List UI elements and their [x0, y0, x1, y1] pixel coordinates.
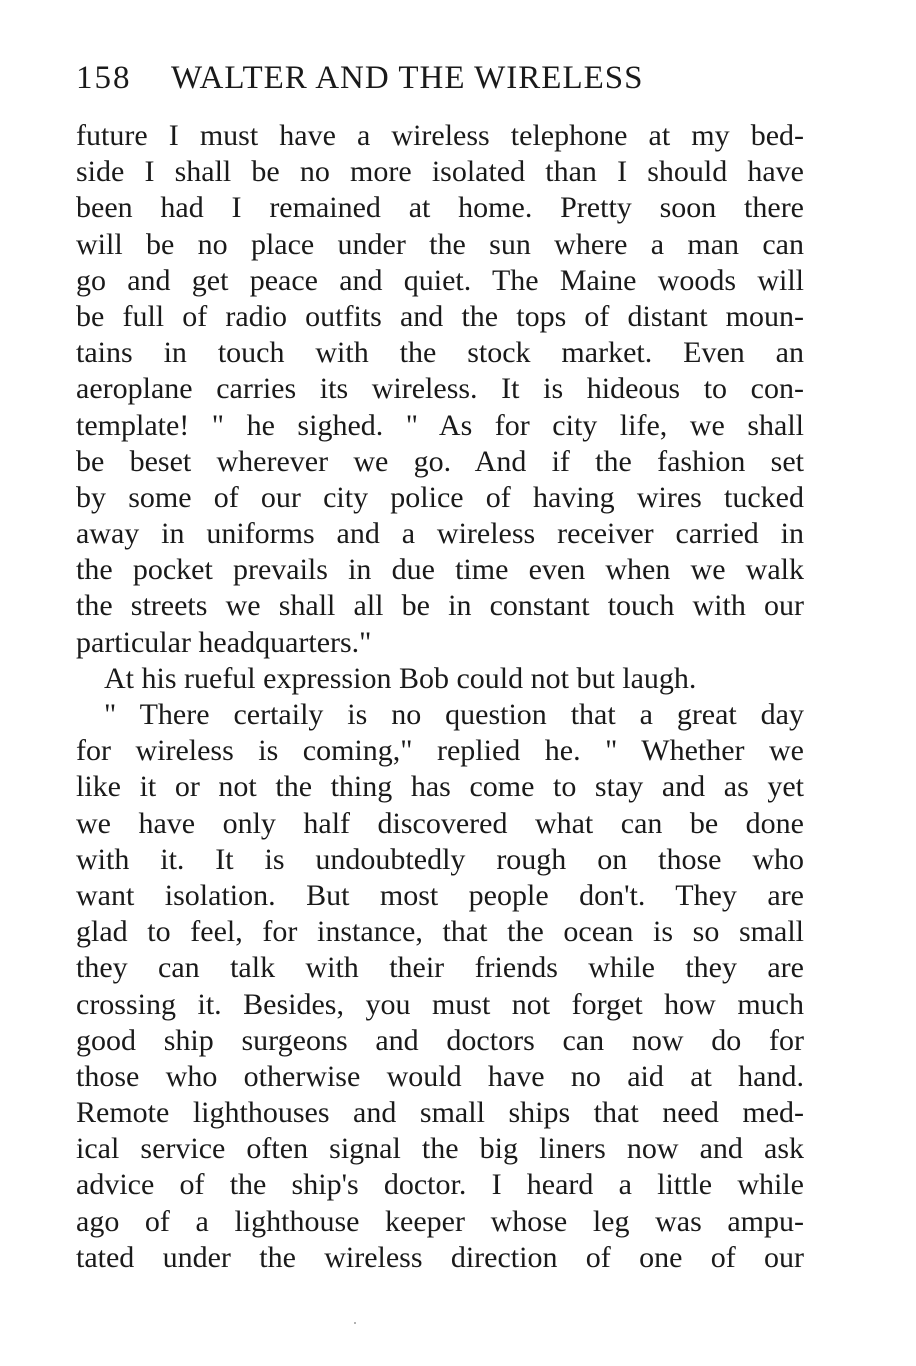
body-text — [76, 118, 804, 1276]
text-line: glad to feel, for instance, that the ocean is so small — [76, 915, 804, 949]
text-line: will be no place under the sun where a man can — [76, 227, 804, 261]
running-title: WALTER AND THE WIRELESS — [171, 60, 644, 96]
text-line: crossing it. Besides, you must not forget how much — [76, 987, 804, 1021]
text-line: future I must have a wireless telephone at my bed- — [76, 119, 804, 152]
text-line: we have only half discovered what can be done — [76, 806, 804, 840]
text-line: like it or not the thing has come to stay and as yet — [76, 770, 804, 804]
text-line: ical service often signal the big liners now and ask — [76, 1132, 804, 1166]
text-line: good ship surgeons and doctors can now do for — [76, 1023, 804, 1057]
text-line: the pocket prevails in due time even when we walk — [76, 553, 804, 587]
text-line: advice of the ship's doctor. I heard a little while — [76, 1168, 804, 1202]
text-line: they can talk with their friends while they are — [76, 951, 804, 985]
text-line: ago of a lighthouse keeper whose leg was ampu- — [76, 1204, 804, 1238]
text-line: go and get peace and quiet. The Maine woods will — [76, 263, 804, 297]
text-line: be beset wherever we go. And if the fashion set — [76, 444, 804, 478]
text-line: tains in touch with the stock market. Even an — [76, 336, 804, 370]
text-line: tated under the wireless direction of one of our — [76, 1240, 804, 1274]
text-line: by some of our city police of having wires tucked — [76, 480, 804, 514]
text-line: want isolation. But most people don't. They are — [76, 878, 804, 912]
text-line: template! " he sighed. " As for city life, we shall — [76, 408, 804, 442]
running-head — [76, 56, 816, 100]
text-line: with it. It is undoubtedly rough on those who — [76, 842, 804, 876]
page-speck — [354, 1322, 356, 1324]
text-line: been had I remained at home. Pretty soon there — [76, 191, 804, 225]
paragraph-start-line: " There certaily is no question that a great day — [104, 698, 804, 731]
paragraph-end-line: particular headquarters." — [76, 625, 372, 659]
text-line: be full of radio outfits and the tops of distant moun- — [76, 299, 804, 333]
text-line: for wireless is coming," replied he. " Whether we — [76, 734, 804, 768]
text-line: Remote lighthouses and small ships that need med- — [76, 1096, 804, 1130]
text-line: aeroplane carries its wireless. It is hideous to con- — [76, 372, 804, 406]
paragraph-line: At his rueful expression Bob could not but laugh. — [104, 661, 697, 695]
page-number: 158 — [76, 60, 132, 96]
text-line: those who otherwise would have no aid at hand. — [76, 1059, 804, 1093]
text-line: side I shall be no more isolated than I should have — [76, 155, 804, 189]
text-line: the streets we shall all be in constant touch with our — [76, 589, 804, 623]
text-line: away in uniforms and a wireless receiver carried in — [76, 517, 804, 551]
